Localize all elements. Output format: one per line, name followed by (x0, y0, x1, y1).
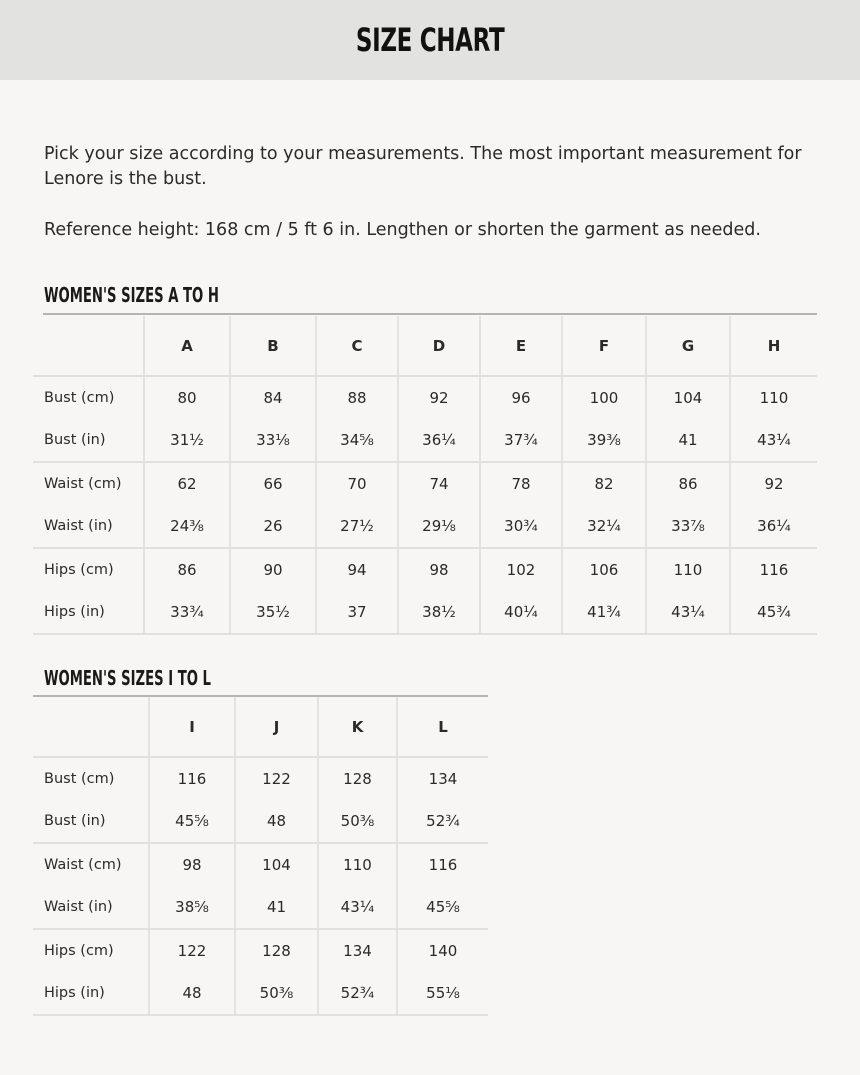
table-cell: 33¾ (144, 591, 230, 634)
column-header: K (318, 697, 397, 757)
table-cell: 84 (230, 376, 316, 419)
table-row (33, 843, 488, 886)
table-cell: 39⅜ (562, 419, 646, 462)
row-label: Hips (cm) (44, 943, 114, 959)
table-cell: 50⅜ (318, 800, 397, 843)
table-cell: 110 (730, 376, 817, 419)
table-cell: 134 (318, 929, 397, 972)
column-header: A (144, 316, 230, 376)
table-cell: 52¾ (397, 800, 488, 843)
table-cell: 134 (397, 757, 488, 800)
column-header: J (235, 697, 318, 757)
table-cell: 82 (562, 462, 646, 505)
intro-paragraph-2: Reference height: 168 cm / 5 ft 6 in. Lengthen or shorten the garment as needed. (44, 220, 761, 240)
row-label: Bust (in) (33, 800, 149, 843)
table-cell: 30¾ (480, 505, 562, 548)
table-cell: 90 (230, 548, 316, 591)
table-row (33, 462, 817, 505)
size-table-i-to-l (33, 697, 488, 1016)
table-row (33, 591, 817, 634)
table-row (33, 757, 488, 800)
table-cell: 41 (235, 886, 318, 929)
table-cell: 86 (646, 462, 730, 505)
intro-text (44, 142, 824, 243)
table-row (33, 376, 817, 419)
table-cell: 33⅞ (646, 505, 730, 548)
table-cell: 32¼ (562, 505, 646, 548)
table-cell: 74 (398, 462, 480, 505)
table-cell: 80 (144, 376, 230, 419)
table-cell: 88 (316, 376, 398, 419)
table-cell: 45⅝ (397, 886, 488, 929)
table-cell: 24⅜ (144, 505, 230, 548)
table-cell: 43¼ (730, 419, 817, 462)
table-cell: 96 (480, 376, 562, 419)
table-cell: 29⅛ (398, 505, 480, 548)
table-cell: 43¼ (318, 886, 397, 929)
table-cell: 116 (149, 757, 235, 800)
table-row (33, 929, 488, 972)
table-cell: 43¼ (646, 591, 730, 634)
table-cell: 66 (230, 462, 316, 505)
table-cell: 55⅛ (397, 972, 488, 1015)
row-label: Hips (in) (33, 591, 144, 634)
column-header: I (149, 697, 235, 757)
table-cell: 140 (397, 929, 488, 972)
table-cell: 104 (646, 376, 730, 419)
table-cell: 122 (235, 757, 318, 800)
column-header: D (398, 316, 480, 376)
table-cell: 78 (480, 462, 562, 505)
table-cell: 27½ (316, 505, 398, 548)
table-cell: 41¾ (562, 591, 646, 634)
table-cell: 122 (149, 929, 235, 972)
table-cell: 38½ (398, 591, 480, 634)
section-title-sizes-i-to-l: WOMEN'S SIZES I TO L (44, 666, 211, 690)
table-cell: 31½ (144, 419, 230, 462)
section-rule (43, 313, 817, 315)
table-row (33, 505, 817, 548)
section-title-sizes-a-to-h: WOMEN'S SIZES A TO H (44, 283, 219, 307)
table-cell: 94 (316, 548, 398, 591)
table-cell: 98 (149, 843, 235, 886)
row-label: Hips (cm) (44, 562, 114, 578)
row-label: Bust (in) (33, 419, 144, 462)
row-label: Waist (in) (33, 505, 144, 548)
table-cell: 128 (318, 757, 397, 800)
column-header: C (316, 316, 398, 376)
table-cell: 102 (480, 548, 562, 591)
table-cell: 40¼ (480, 591, 562, 634)
column-header: B (230, 316, 316, 376)
column-header: E (480, 316, 562, 376)
table-row (33, 548, 817, 591)
column-header: F (562, 316, 646, 376)
table-cell: 100 (562, 376, 646, 419)
page-header (0, 0, 860, 80)
column-header: G (646, 316, 730, 376)
size-table-a-to-h (33, 316, 817, 635)
table-cell: 34⅝ (316, 419, 398, 462)
table-cell: 116 (730, 548, 817, 591)
table-cell: 36¼ (730, 505, 817, 548)
intro-paragraph-1: Pick your size according to your measurements. The most important measurement for Lenore is the bust. (44, 144, 802, 189)
row-label: Bust (cm) (44, 771, 115, 787)
table-cell: 38⅝ (149, 886, 235, 929)
column-header: L (397, 697, 488, 757)
table-header-row (33, 697, 488, 757)
table-cell: 26 (230, 505, 316, 548)
table-cell: 70 (316, 462, 398, 505)
table-header-row (33, 316, 817, 376)
table-cell: 48 (235, 800, 318, 843)
table-row (33, 886, 488, 929)
row-label: Waist (in) (33, 886, 149, 929)
row-label: Waist (cm) (44, 476, 122, 492)
table-cell: 33⅛ (230, 419, 316, 462)
page-title: SIZE CHART (355, 21, 505, 59)
corner-cell (33, 316, 144, 376)
table-cell: 45⅝ (149, 800, 235, 843)
table-cell: 110 (318, 843, 397, 886)
table-cell: 62 (144, 462, 230, 505)
column-header: H (730, 316, 817, 376)
table-cell: 52¾ (318, 972, 397, 1015)
table-cell: 128 (235, 929, 318, 972)
table-cell: 106 (562, 548, 646, 591)
table-row (33, 972, 488, 1015)
table-row (33, 419, 817, 462)
table-row (33, 800, 488, 843)
table-cell: 37¾ (480, 419, 562, 462)
table-cell: 41 (646, 419, 730, 462)
corner-cell (33, 697, 149, 757)
table-cell: 98 (398, 548, 480, 591)
row-label: Waist (cm) (44, 857, 122, 873)
table-cell: 104 (235, 843, 318, 886)
table-cell: 48 (149, 972, 235, 1015)
table-cell: 37 (316, 591, 398, 634)
table-cell: 110 (646, 548, 730, 591)
table-cell: 86 (144, 548, 230, 591)
table-cell: 35½ (230, 591, 316, 634)
table-cell: 116 (397, 843, 488, 886)
table-cell: 92 (398, 376, 480, 419)
table-cell: 36¼ (398, 419, 480, 462)
row-label: Bust (cm) (44, 390, 115, 406)
table-cell: 45¾ (730, 591, 817, 634)
table-cell: 92 (730, 462, 817, 505)
row-label: Hips (in) (33, 972, 149, 1015)
table-cell: 50⅜ (235, 972, 318, 1015)
